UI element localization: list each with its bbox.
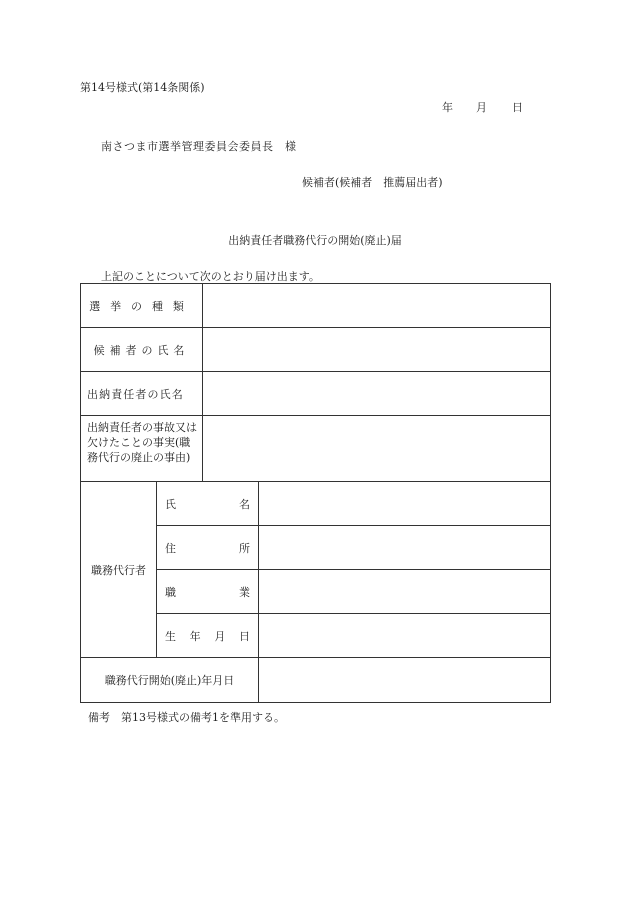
treasurer-name-label: 出納責任者の氏名	[81, 372, 203, 416]
start-date-value[interactable]	[259, 658, 551, 703]
acting-name-value[interactable]	[259, 482, 551, 526]
acting-dob-label: 生 年 月 日	[157, 614, 259, 658]
acting-address-value[interactable]	[259, 526, 551, 570]
incident-label: 出納責任者の事故又は欠けたことの事実(職務代行の廃止の事由)	[81, 416, 203, 482]
row-acting-name	[81, 482, 551, 526]
form-table	[80, 283, 551, 703]
acting-name-label: 氏 名	[157, 482, 259, 526]
intro-text: 上記のことについて次のとおり届け出ます。	[101, 270, 320, 283]
row-candidate-name	[81, 328, 551, 372]
form-number: 第14号様式(第14条関係)	[80, 81, 205, 94]
election-type-label: 選挙の種類	[81, 284, 203, 328]
election-type-value[interactable]	[203, 284, 551, 328]
incident-value[interactable]	[203, 416, 551, 482]
acting-occupation-label: 職 業	[157, 570, 259, 614]
row-election-type	[81, 284, 551, 328]
remarks: 備考 第13号様式の備考1を準用する。	[88, 711, 285, 724]
acting-address-label: 住 所	[157, 526, 259, 570]
row-start-date	[81, 658, 551, 703]
addressee: 南さつま市選挙管理委員会委員長 様	[101, 140, 297, 153]
date-month-label: 月	[476, 101, 487, 114]
candidate-name-label: 候補者の氏名	[81, 328, 203, 372]
candidate-name-value[interactable]	[203, 328, 551, 372]
date-year-label: 年	[442, 101, 453, 114]
date-line	[442, 99, 523, 115]
date-day-label: 日	[512, 101, 523, 114]
row-incident	[81, 416, 551, 482]
acting-agent-label: 職務代行者	[81, 482, 157, 658]
acting-dob-value[interactable]	[259, 614, 551, 658]
start-date-label: 職務代行開始(廃止)年月日	[81, 658, 259, 703]
document-title: 出納責任者職務代行の開始(廃止)届	[228, 234, 402, 247]
treasurer-name-value[interactable]	[203, 372, 551, 416]
acting-occupation-value[interactable]	[259, 570, 551, 614]
candidate-line: 候補者(候補者 推薦届出者)	[302, 176, 443, 189]
row-treasurer-name	[81, 372, 551, 416]
